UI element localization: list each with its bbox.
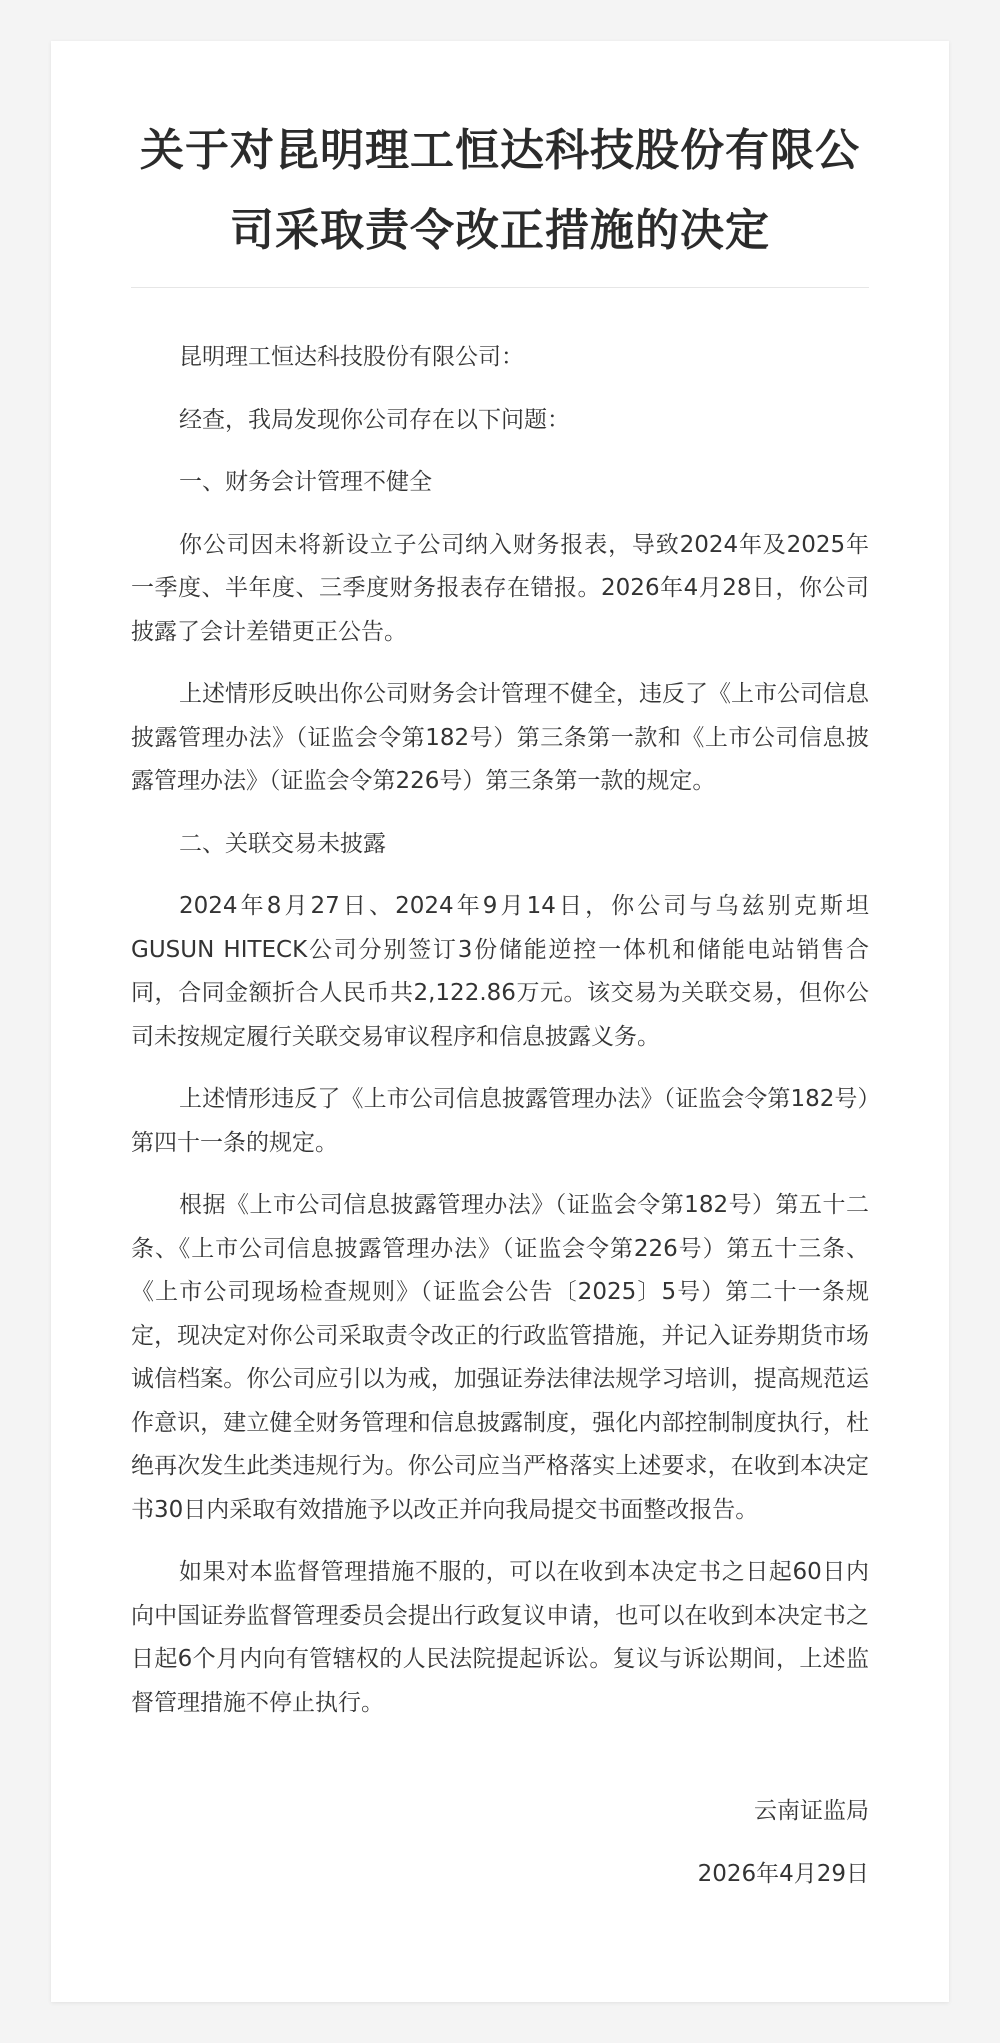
page-title: 关于对昆明理工恒达科技股份有限公司采取责令改正措施的决定 xyxy=(140,125,860,256)
body-paragraph: 如果对本监督管理措施不服的，可以在收到本决定书之日起60日内向中国证券监督管理委员会提出行政复议申请，也可以在收到本决定书之日起6个月内向有管辖权的人民法院提起诉讼。复议与诉讼期间，上述监督管理措施不停止执行。 xyxy=(131,1559,869,1716)
title-divider xyxy=(131,287,869,288)
document-page xyxy=(51,41,949,2002)
addressee: 昆明理工恒达科技股份有限公司： xyxy=(179,344,524,370)
body-paragraph: 你公司因未将新设立子公司纳入财务报表，导致2024年及2025年一季度、半年度、三季度财务报表存在错报。2026年4月28日，你公司披露了会计差错更正公告。 xyxy=(131,531,869,645)
body-paragraph: 上述情形违反了《上市公司信息披露管理办法》（证监会令第182号）第四十一条的规定。 xyxy=(131,1086,869,1156)
body-paragraph: 2024年8月27日、2024年9月14日，你公司与乌兹别克斯坦GUSUN HITECK公司分别签订3份储能逆控一体机和储能电站销售合同，合同金额折合人民币共2,122.86万元。该交易为关联交易，但你公司未按规定履行关联交易审议程序和信息披露义务。 xyxy=(131,893,869,1050)
signature-date: 2026年4月29日 xyxy=(697,1861,869,1887)
signature-org: 云南证监局 xyxy=(754,1798,869,1824)
section-heading-1: 一、财务会计管理不健全 xyxy=(179,469,432,495)
document-body xyxy=(131,336,869,1744)
intro-paragraph: 经查，我局发现你公司存在以下问题： xyxy=(179,406,570,433)
section-heading-2: 二、关联交易未披露 xyxy=(179,830,386,857)
body-paragraph: 根据《上市公司信息披露管理办法》（证监会令第182号）第五十二条、《上市公司信息披露管理办法》（证监会令第226号）第五十三条、《上市公司现场检查规则》（证监会公告〔2025〕5号）第二十一条规定，现决定对你公司采取责令改正的行政监管措施，并记入证券期货市场诚信档案。你公司应引以为戒，加强证券法律法规学习培训，提高规范运作意识，建立健全财务管理和信息披露制度，强化内部控制制度执行，杜绝再次发生此类违规行为。你公司应当严格落实上述要求，在收到本决定书30日内采取有效措施予以改正并向我局提交书面整改报告。 xyxy=(131,1192,869,1523)
body-paragraph: 上述情形反映出你公司财务会计管理不健全，违反了《上市公司信息披露管理办法》（证监会令第182号）第三条第一款和《上市公司信息披露管理办法》（证监会令第226号）第三条第一款的规定。 xyxy=(131,681,869,794)
